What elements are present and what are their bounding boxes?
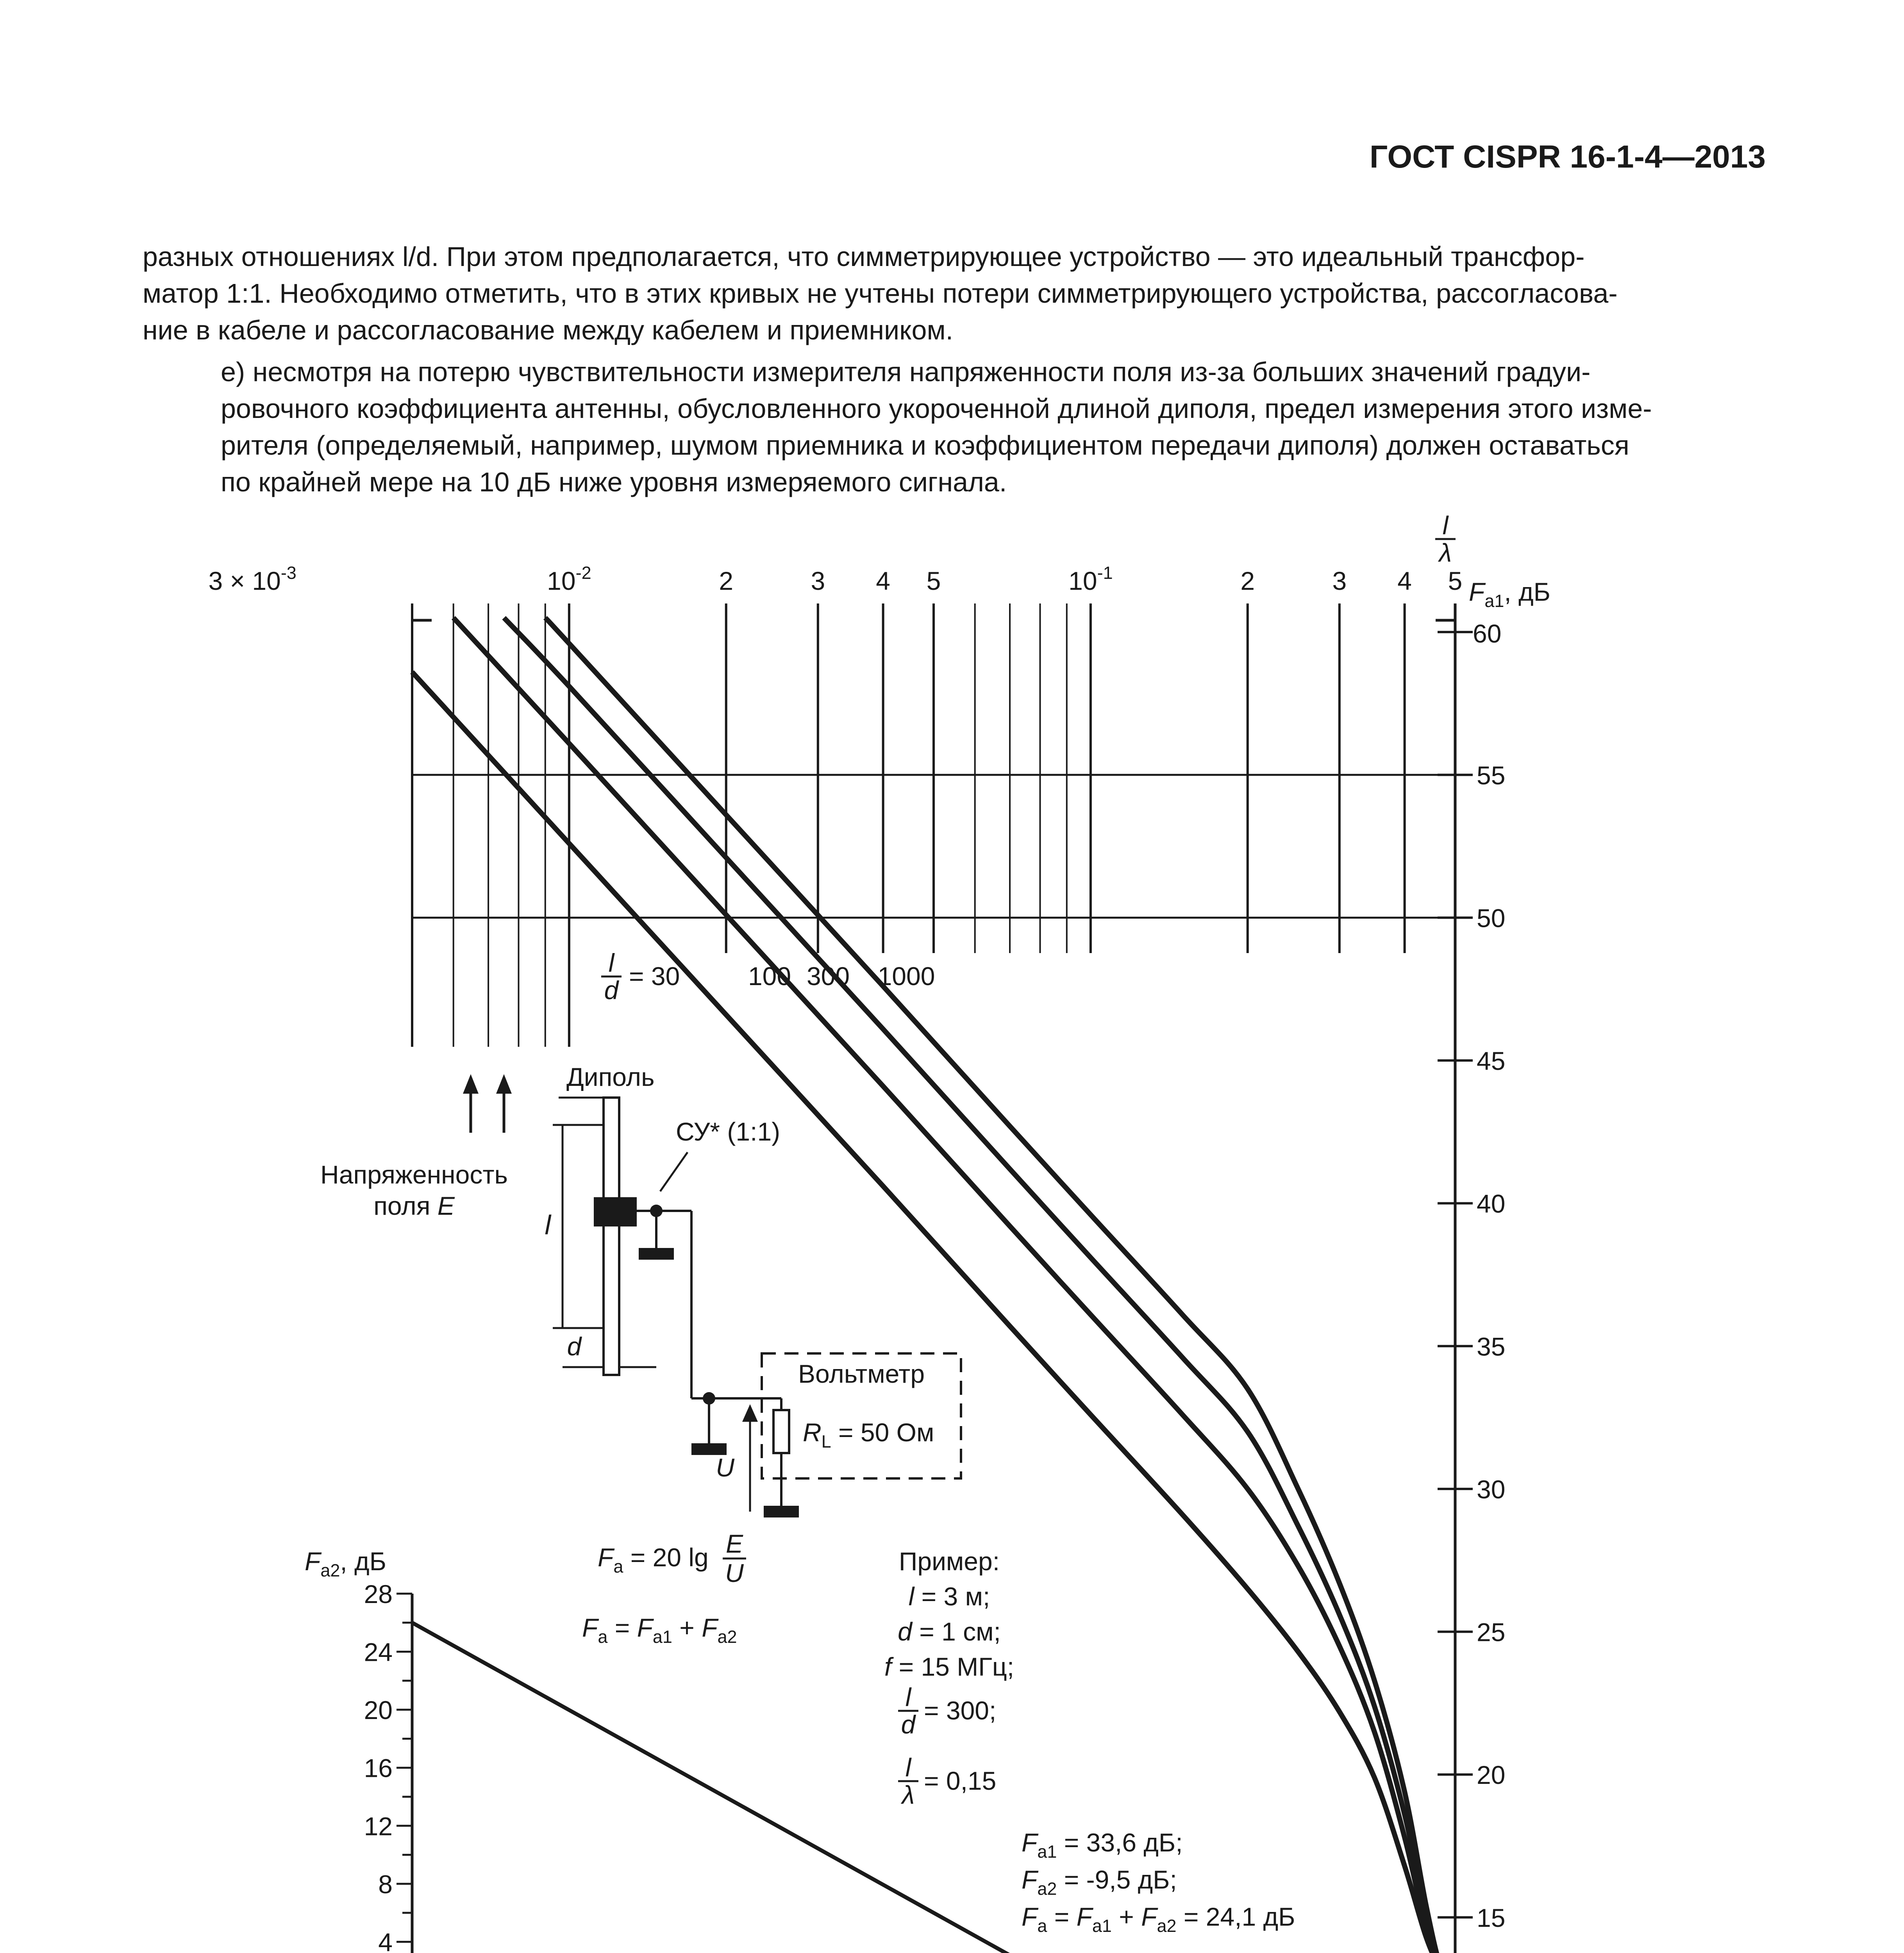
fraction-denominator: d: [901, 1710, 916, 1739]
length-label: l: [545, 1210, 551, 1240]
top-x-tick-label: 2: [719, 566, 734, 595]
body-paragraph-1: [143, 238, 1768, 348]
top-x-tick-label: 10-1: [1068, 563, 1113, 595]
example-title: Пример:: [898, 1547, 1000, 1576]
paragraph-line: матор 1:1. Необходимо отметить, что в этих кривых не учтены потери симметрирующего устройства, рассогласова-: [143, 278, 1618, 309]
top-x-tick-label: 3 × 10-3: [208, 563, 296, 595]
fa2-tick-label: 28: [364, 1580, 393, 1608]
fraction-denominator: λ: [902, 1780, 915, 1809]
formula-fraction-den: U: [725, 1558, 744, 1587]
formula-fraction-num: E: [725, 1529, 743, 1558]
formula-fa-sum: Fa = Fa1 + Fa2: [582, 1613, 737, 1647]
ground-symbol: [639, 1248, 674, 1260]
fraction-numerator: l: [905, 1753, 911, 1782]
fa1-tick-label: 45: [1477, 1046, 1506, 1075]
balun-block: [594, 1197, 637, 1226]
curve-label: 100: [748, 962, 791, 991]
dipole-factor-chart: [0, 492, 1904, 1953]
balun-label: СУ* (1:1): [676, 1117, 781, 1146]
fa1-tick-label: 15: [1477, 1903, 1506, 1932]
example-line: = 300;: [924, 1696, 997, 1725]
fa1-tick-label: 60: [1473, 619, 1502, 648]
paragraph-line: разных отношениях l/d. При этом предполагается, что симметрирующее устройство — это идеальный трансфор-: [143, 241, 1585, 272]
dipole-label: Диполь: [566, 1062, 655, 1091]
fa2-tick-label: 24: [364, 1637, 393, 1667]
example-line: = 0,15: [924, 1766, 997, 1795]
paragraph-line: ние в кабеле и рассогласование между кабелем и приемником.: [143, 315, 954, 345]
top-x-tick-label: 10-2: [547, 563, 591, 595]
paragraph-line: рителя (определяемый, например, шумом приемника и коэффициентом передачи диполя) должен оставаться: [221, 430, 1629, 461]
fraction-denominator: d: [604, 976, 619, 1005]
voltmeter-label: Вольтметр: [798, 1359, 925, 1388]
example-fa-sum: Fa = Fa1 + Fa2 = 24,1 дБ: [1022, 1902, 1295, 1936]
fraction-numerator: l: [1442, 511, 1449, 540]
paragraph-line: ровочного коэффициента антенны, обусловленного укороченной длиной диполя, предел измерения этого изме-: [221, 393, 1652, 424]
fa2-tick-label: 16: [364, 1753, 393, 1783]
fa1-axis-label: Fa1, дБ: [1469, 577, 1550, 611]
fa1-tick-label: 30: [1477, 1475, 1506, 1504]
formula-fa-lg: Fa = 20 lg: [598, 1543, 709, 1576]
ground-symbol: [764, 1506, 799, 1517]
example-line: l = 3 м;: [908, 1582, 990, 1611]
fraction-numerator: l: [905, 1683, 911, 1712]
field-strength-label: Напряженность: [320, 1160, 508, 1189]
fa1-tick-label: 50: [1477, 903, 1506, 933]
diameter-label: d: [567, 1332, 582, 1361]
voltage-label: U: [716, 1453, 734, 1482]
top-x-tick-label: 2: [1240, 566, 1255, 595]
top-x-tick-label: 5: [926, 566, 941, 595]
paragraph-line: по крайней мере на 10 дБ ниже уровня измеряемого сигнала.: [221, 467, 1007, 497]
fa2-tick-label: 12: [364, 1812, 393, 1841]
fa1-tick-label: 55: [1477, 760, 1506, 790]
top-x-tick-label: 3: [1332, 566, 1347, 595]
top-x-tick-label: 4: [876, 566, 890, 595]
fa2-tick-label: 4: [378, 1928, 393, 1953]
top-x-tick-label: 3: [811, 566, 825, 595]
curve-label: 300: [806, 962, 850, 991]
field-strength-label: поля E: [373, 1191, 455, 1220]
example-line: d = 1 см;: [898, 1617, 1001, 1646]
fa1-tick-label: 25: [1477, 1617, 1506, 1647]
chart-grid: [273, 603, 1904, 1953]
fa1-tick-label: 20: [1477, 1760, 1506, 1790]
fa2-tick-label: 8: [378, 1869, 393, 1899]
fa2-axis-label: Fa2, дБ: [305, 1547, 386, 1580]
top-x-tick-label: 4: [1397, 566, 1412, 595]
fa2-tick-label: 20: [364, 1696, 393, 1725]
curve-label: = 30: [629, 962, 680, 991]
top-axis-label: [1435, 511, 1456, 567]
paragraph-line: е) несмотря на потерю чувствительности измерителя напряженности поля из-за больших значений градуи-: [221, 357, 1591, 387]
fa1-tick-label: 40: [1477, 1189, 1506, 1218]
fraction-denominator: λ: [1439, 538, 1452, 567]
example-line: f = 15 МГц;: [884, 1652, 1015, 1681]
top-x-tick-label: 5: [1448, 566, 1463, 595]
document-header: ГОСТ CISPR 16-1-4—2013: [1369, 139, 1766, 175]
curve-label: 1000: [877, 962, 935, 991]
body-paragraph-2: [143, 353, 1768, 500]
fraction-numerator: l: [608, 948, 614, 977]
fa1-tick-label: 35: [1477, 1332, 1506, 1361]
example-fa2: Fa2 = -9,5 дБ;: [1022, 1865, 1177, 1899]
example-fa1: Fa1 = 33,6 дБ;: [1022, 1828, 1183, 1862]
load-label: RL = 50 Ом: [803, 1418, 934, 1451]
